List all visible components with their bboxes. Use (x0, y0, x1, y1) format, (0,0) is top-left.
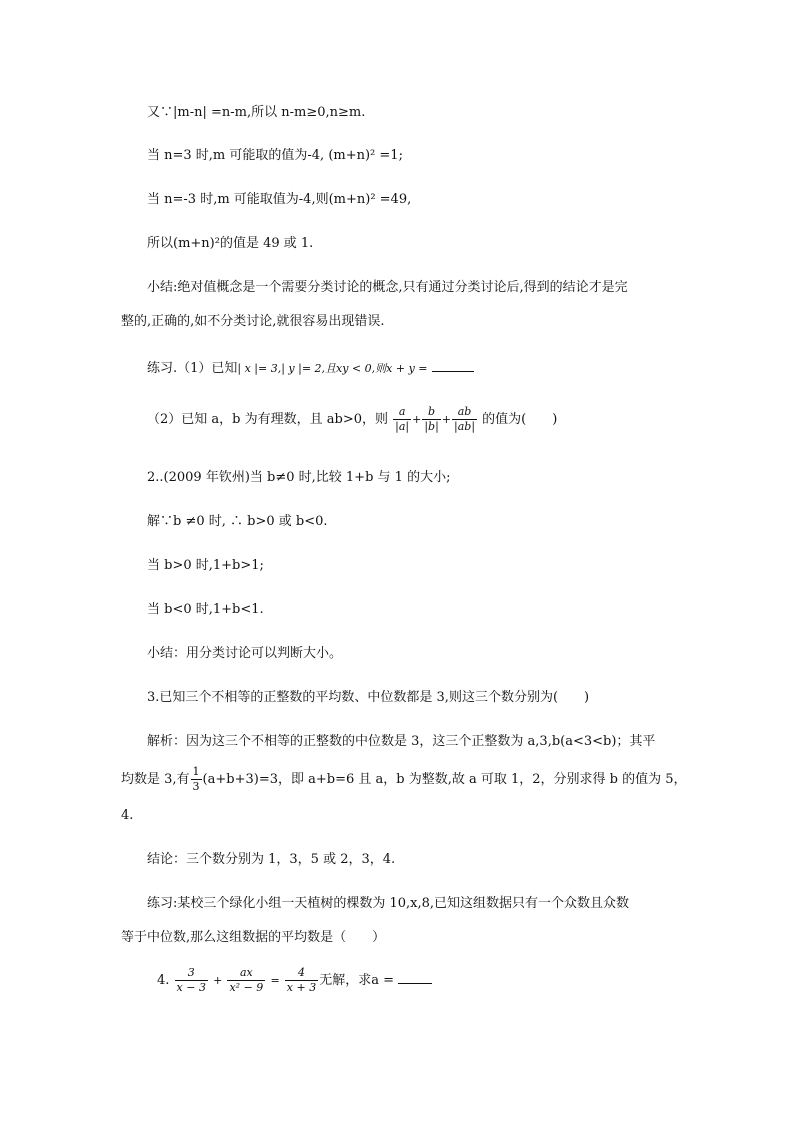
denominator: x + 3 (286, 981, 317, 994)
line-text: 2..(2009 年钦州)当 b≠0 时,比较 1+b 与 1 的大小; (147, 470, 451, 485)
exercise-line-continued (121, 929, 385, 947)
exercise-line (147, 895, 629, 913)
answer-blank (432, 371, 474, 372)
line-text: 结论：三个数分别为 1，3，5 或 2，3，4. (147, 852, 396, 867)
line-text: 所以(m+n)²的值是 49 或 1. (147, 236, 314, 251)
exercise-2 (147, 405, 557, 434)
answer-blank (398, 983, 432, 984)
plus-sign: + (412, 413, 422, 426)
line-text: 当 n=3 时,m 可能取的值为-4, (m+n)² =1; (147, 148, 403, 163)
fraction (227, 966, 265, 995)
denominator: x² − 9 (229, 981, 264, 994)
numerator: 3 (175, 966, 208, 981)
line-text: 当 b<0 时,1+b<1. (147, 602, 264, 617)
exercise-math: | x |= 3,| y |= 2,且xy < 0,则x + y = (237, 362, 428, 375)
fraction (191, 765, 202, 794)
summary-line-continued (121, 313, 385, 331)
fraction (393, 405, 411, 434)
solution-line (147, 733, 655, 751)
question-4 (157, 966, 432, 995)
fraction (452, 405, 477, 434)
solution-line-continued (121, 807, 133, 825)
fraction (175, 966, 208, 995)
text-line (147, 469, 450, 487)
text-line (147, 191, 411, 209)
numerator: a (393, 405, 411, 420)
denominator: |b| (424, 420, 439, 433)
numerator: ab (452, 405, 477, 420)
line-text: 3.已知三个不相等的正整数的平均数、中位数都是 3,则这三个数分别为( ) (147, 690, 590, 705)
numerator: 4 (285, 966, 318, 981)
line-text: 均数是 3,有 (121, 772, 190, 787)
text-line (147, 601, 264, 619)
summary-line (147, 279, 628, 297)
text-line (147, 689, 589, 707)
numerator: b (422, 405, 440, 420)
solution-line-continued (121, 765, 687, 794)
plus-sign: + (441, 413, 452, 426)
line-text: 练习:某校三个绿化小组一天植树的棵数为 10,x,8,已知这组数据只有一个众数且众数 (147, 896, 630, 911)
line-text: 等于中位数,那么这组数据的平均数是（ ） (121, 930, 386, 945)
line-text: 4. (121, 808, 134, 823)
denominator: |ab| (454, 420, 476, 433)
exercise-prefix: （2）已知 a，b 为有理数，且 ab>0，则 (147, 412, 388, 427)
equals-sign: = (270, 974, 280, 987)
text-line (147, 147, 403, 165)
denominator: |a| (395, 420, 410, 433)
text-line (147, 513, 328, 531)
question-number: 4. (157, 973, 170, 988)
text-line (147, 235, 313, 253)
line-text: 小结:绝对值概念是一个需要分类讨论的概念,只有通过分类讨论后,得到的结论才是完 (147, 280, 628, 295)
text-line (147, 104, 365, 122)
numerator: ax (227, 966, 265, 981)
summary-line (147, 645, 342, 663)
exercise-suffix: 的值为( ) (482, 412, 558, 427)
line-text: 小结：用分类讨论可以判断大小。 (147, 646, 343, 661)
line-text: (a+b+3)=3，即 a+b=6 且 a，b 为整数,故 a 可取 1，2，分别求得 b 的值为 5， (202, 772, 687, 787)
text-line (147, 557, 264, 575)
denominator: 3 (192, 780, 200, 793)
line-text: 整的,正确的,如不分类讨论,就很容易出现错误. (121, 314, 385, 329)
line-text: 当 n=-3 时,m 可能取值为-4,则(m+n)² =49, (147, 192, 412, 207)
exercise-prefix: 练习.（1）已知 (147, 361, 238, 376)
fraction (285, 966, 318, 995)
line-text: 当 b>0 时,1+b>1; (147, 558, 264, 573)
denominator: x − 3 (176, 981, 206, 994)
numerator: 1 (192, 765, 200, 778)
question-suffix: 无解，求a = (319, 973, 394, 988)
line-text: 又∵|m-n| =n-m,所以 n-m≥0,n≥m. (147, 105, 366, 120)
fraction (422, 405, 440, 434)
line-text: 解析：因为这三个不相等的正整数的中位数是 3，这三个正整数为 a,3,b(a<3<b)；其平 (147, 734, 656, 749)
exercise-1 (147, 360, 474, 378)
conclusion-line (147, 851, 395, 869)
line-text: 解∵b ≠0 时, ∴ b>0 或 b<0. (147, 514, 328, 529)
plus-sign: + (213, 974, 223, 987)
